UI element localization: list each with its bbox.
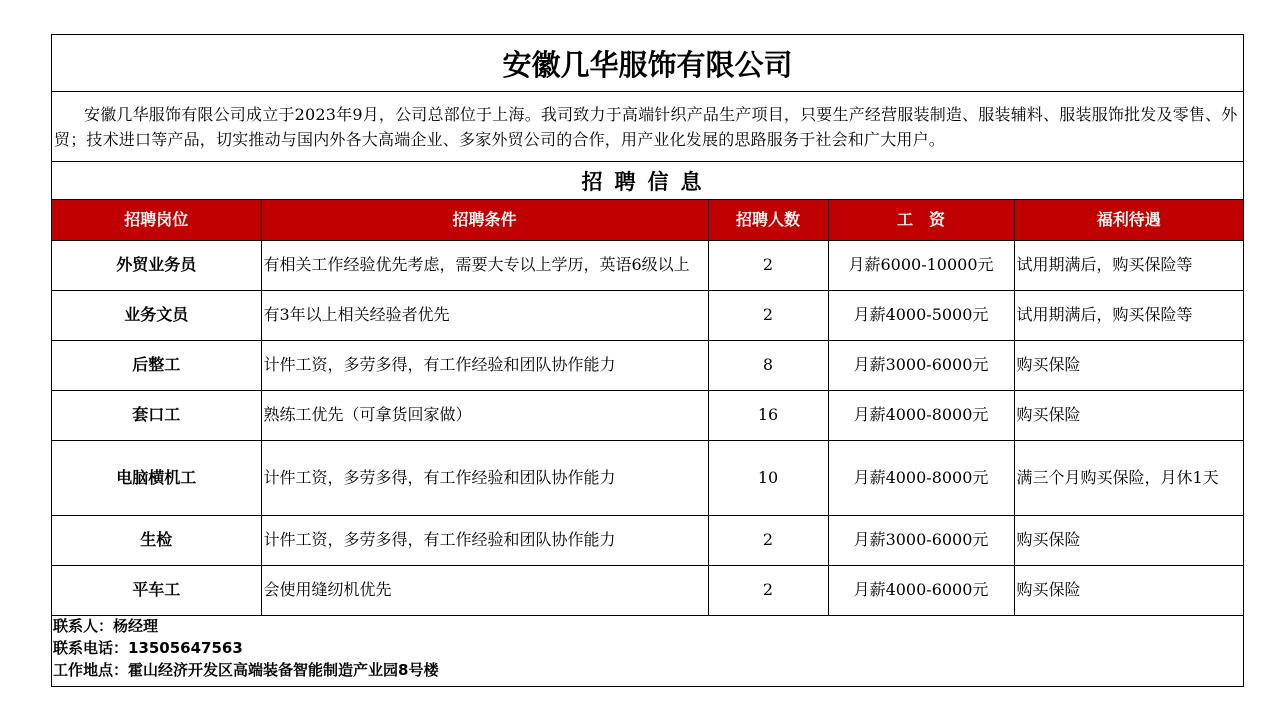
cell-position: 电脑横机工 [52,440,261,515]
cell-salary: 月薪3000-6000元 [828,515,1014,565]
contact-person: 联系人：杨经理 [53,617,159,635]
cell-requirement: 有3年以上相关经验者优先 [261,290,708,340]
cell-position: 后整工 [52,340,261,390]
contact-info [52,615,1244,681]
cell-benefit: 购买保险 [1014,565,1243,615]
cell-count: 2 [708,290,828,340]
cell-salary: 月薪4000-8000元 [828,390,1014,440]
cell-count: 2 [708,515,828,565]
cell-count: 8 [708,340,828,390]
work-address: 工作地点：霍山经济开发区高端装备智能制造产业园8号楼 [53,661,439,679]
cell-position: 生检 [52,515,261,565]
cell-position: 套口工 [52,390,261,440]
company-intro: 安徽几华服饰有限公司成立于2023年9月，公司总部位于上海。我司致力于高端针织产品生产项目，只要生产经营服装制造、服装辅料、服装服饰批发及零售、外贸；技术进口等产品，切实推动与国内外各大高端企业、多家外贸公司的合作，用产业化发展的思路服务于社会和广大用户。 [52,92,1243,162]
header-position: 招聘岗位 [52,200,261,240]
cell-requirement: 有相关工作经验优先考虑，需要大专以上学历，英语6级以上 [261,240,708,290]
cell-salary: 月薪6000-10000元 [828,240,1014,290]
header-requirement: 招聘条件 [261,200,708,240]
table-row [52,565,1243,615]
cell-benefit: 满三个月购买保险，月休1天 [1014,440,1243,515]
header-salary: 工 资 [828,200,1014,240]
section-title: 招聘信息 [52,162,1243,200]
cell-count: 16 [708,390,828,440]
cell-position: 业务文员 [52,290,261,340]
cell-benefit: 购买保险 [1014,515,1243,565]
contact-phone: 联系电话：13505647563 [53,639,243,657]
table-row [52,515,1243,565]
table-row [52,340,1243,390]
cell-requirement: 计件工资，多劳多得，有工作经验和团队协作能力 [261,515,708,565]
cell-count: 10 [708,440,828,515]
cell-benefit: 购买保险 [1014,340,1243,390]
recruitment-sheet [51,34,1244,687]
cell-benefit: 试用期满后，购买保险等 [1014,240,1243,290]
cell-position: 平车工 [52,565,261,615]
cell-requirement: 计件工资，多劳多得，有工作经验和团队协作能力 [261,440,708,515]
table-row [52,440,1243,515]
table-row [52,290,1243,340]
header-count: 招聘人数 [708,200,828,240]
jobs-table [52,200,1243,616]
cell-count: 2 [708,565,828,615]
table-row [52,240,1243,290]
company-title: 安徽几华服饰有限公司 [52,35,1243,92]
cell-count: 2 [708,240,828,290]
cell-requirement: 会使用缝纫机优先 [261,565,708,615]
cell-salary: 月薪4000-6000元 [828,565,1014,615]
cell-salary: 月薪4000-5000元 [828,290,1014,340]
cell-salary: 月薪4000-8000元 [828,440,1014,515]
table-row [52,390,1243,440]
table-header-row [52,200,1243,240]
cell-position: 外贸业务员 [52,240,261,290]
cell-salary: 月薪3000-6000元 [828,340,1014,390]
header-benefit: 福利待遇 [1014,200,1243,240]
cell-requirement: 计件工资，多劳多得，有工作经验和团队协作能力 [261,340,708,390]
cell-benefit: 购买保险 [1014,390,1243,440]
cell-requirement: 熟练工优先（可拿货回家做） [261,390,708,440]
cell-benefit: 试用期满后，购买保险等 [1014,290,1243,340]
